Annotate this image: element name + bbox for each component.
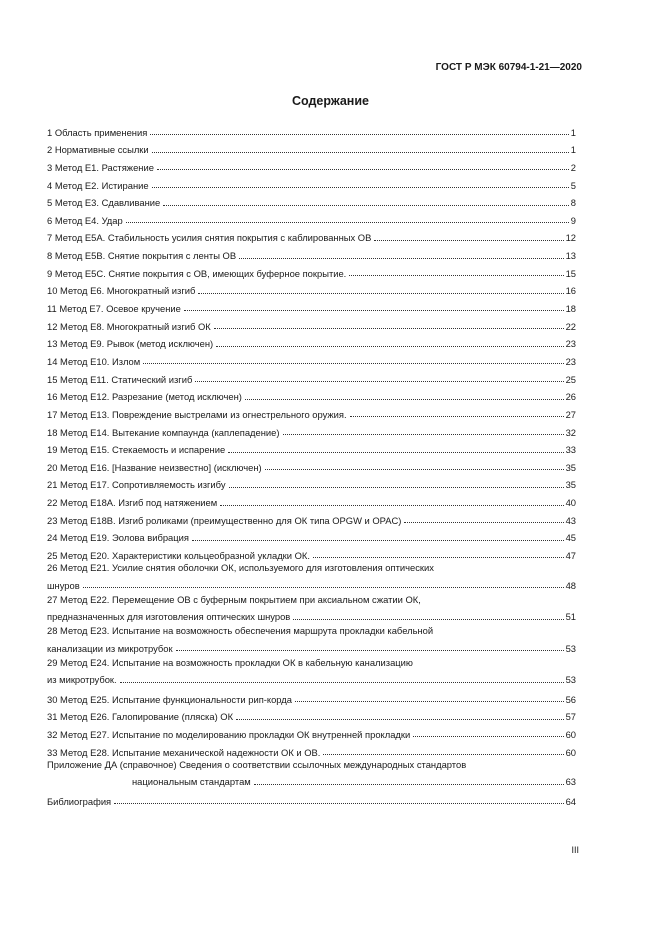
page-number: III <box>571 845 579 855</box>
toc-entry-title: 17 Метод E13. Повреждение выстрелами из огнестрельного оружия. <box>47 408 347 420</box>
toc-entry-title-line1: 26 Метод E21. Усилие снятия оболочки ОК, используемого для изготовления оптических <box>47 562 434 574</box>
dot-leader <box>216 346 563 347</box>
dot-leader <box>283 434 564 435</box>
toc-entry-title-line1: 27 Метод E22. Перемещение ОВ с буферным покрытием при аксиальном сжатии ОК, <box>47 593 421 605</box>
toc-entry-title: 8 Метод E5B. Снятие покрытия с ленты ОВ <box>47 250 237 262</box>
toc-entry-title: 14 Метод E10. Излом <box>47 355 141 367</box>
toc-entry[interactable] <box>47 226 576 244</box>
toc-entry[interactable] <box>47 296 576 314</box>
dot-leader <box>349 275 563 276</box>
dot-leader <box>239 258 563 259</box>
toc-entry-page: 51 <box>565 611 576 623</box>
dot-leader <box>293 619 563 620</box>
dot-leader <box>220 505 563 506</box>
toc-entry-title-line1: Приложение ДА (справочное) Сведения о соответствии ссылочных международных стандартов <box>47 758 467 770</box>
toc-entry[interactable] <box>47 420 576 438</box>
dot-leader <box>83 587 564 588</box>
toc-entry-page: 63 <box>565 776 576 788</box>
toc-entry-title: 2 Нормативные ссылки <box>47 144 149 156</box>
toc-entry-title: 20 Метод E16. [Название неизвестно] (исключен) <box>47 461 262 473</box>
toc-entry-page: 22 <box>565 320 576 332</box>
toc-entry-page: 33 <box>565 444 576 456</box>
toc-entry-title: 22 Метод E18A. Изгиб под натяжением <box>47 497 218 509</box>
toc-entry-title: 30 Метод E25. Испытание функциональности рип-корда <box>47 693 292 705</box>
toc-entry-title: 4 Метод E2. Истирание <box>47 179 149 191</box>
toc-entry[interactable] <box>47 594 576 624</box>
toc-entry-title: 32 Метод E27. Испытание по моделированию прокладки ОК внутренней прокладки <box>47 728 411 740</box>
dot-leader <box>192 540 564 541</box>
dot-leader <box>374 240 563 241</box>
toc-entry-page: 45 <box>565 532 576 544</box>
toc-entry[interactable] <box>47 455 576 473</box>
toc-entry[interactable] <box>47 173 576 191</box>
toc-entry[interactable] <box>47 789 576 807</box>
toc-entry-title: 1 Область применения <box>47 126 148 138</box>
toc-entry-title: 19 Метод E15. Стекаемость и испарение <box>47 444 226 456</box>
toc-entry[interactable] <box>47 279 576 297</box>
toc-entry[interactable] <box>47 402 576 420</box>
toc-entry-page: 32 <box>565 426 576 438</box>
toc-entry-page: 48 <box>565 579 576 591</box>
toc-entry-page: 43 <box>565 514 576 526</box>
toc-entry-page: 25 <box>565 373 576 385</box>
toc-entry[interactable] <box>47 625 576 655</box>
toc-entry-title: 15 Метод E11. Статический изгиб <box>47 373 193 385</box>
dot-leader <box>214 328 564 329</box>
toc-entry[interactable] <box>47 243 576 261</box>
toc-entry-page: 1 <box>570 144 576 156</box>
toc-entry-title: 18 Метод E14. Вытекание компаунда (каплепадение) <box>47 426 280 438</box>
toc-entry-page: 27 <box>565 408 576 420</box>
dot-leader <box>143 363 563 364</box>
dot-leader <box>198 293 563 294</box>
dot-leader <box>265 469 564 470</box>
toc-entry-title: 33 Метод E28. Испытание механической надежности ОК и ОВ. <box>47 746 321 758</box>
toc-entry-title: 5 Метод E3. Сдавливание <box>47 197 161 209</box>
toc-entry-title: национальным стандартам <box>132 776 251 788</box>
toc-entry-title-line1: 29 Метод E24. Испытание на возможность прокладки ОК в кабельную канализацию <box>47 656 413 668</box>
toc-entry-page: 15 <box>565 267 576 279</box>
page-title: Содержание <box>291 94 369 108</box>
dot-leader <box>413 736 563 737</box>
toc-entry[interactable] <box>47 562 576 592</box>
toc-entry-page: 9 <box>570 214 576 226</box>
toc-entry-title: Библиография <box>47 795 112 807</box>
document-header: ГОСТ Р МЭК 60794-1-21—2020 <box>435 62 582 73</box>
toc-entry[interactable] <box>47 508 576 526</box>
toc-entry[interactable] <box>47 687 576 705</box>
dot-leader <box>120 682 564 683</box>
toc-entry-page: 60 <box>565 746 576 758</box>
toc-entry[interactable] <box>47 191 576 209</box>
toc-entry-title: 23 Метод E18B. Изгиб роликами (преимущественно для ОК типа OPGW и OPAC) <box>47 514 402 526</box>
toc-entry-page: 26 <box>565 391 576 403</box>
toc-entry-title: 13 Метод E9. Рывок (метод исключен) <box>47 338 214 350</box>
toc-entry[interactable] <box>47 490 576 508</box>
toc-entry-page: 16 <box>565 285 576 297</box>
toc-entry-title: шнуров <box>47 579 80 591</box>
dot-leader <box>176 650 564 651</box>
toc-entry[interactable] <box>47 138 576 156</box>
toc-entry-page: 12 <box>565 232 576 244</box>
toc-entry-title: 21 Метод E17. Сопротивляемость изгибу <box>47 479 226 491</box>
toc-entry-page: 60 <box>565 728 576 740</box>
dot-leader <box>236 719 564 720</box>
dot-leader <box>152 187 569 188</box>
dot-leader <box>323 754 563 755</box>
toc-entry-title: предназначенных для изготовления оптических шнуров <box>47 611 291 623</box>
toc-entry[interactable] <box>47 367 576 385</box>
toc-entry-title: 9 Метод E5C. Снятие покрытия с ОВ, имеющих буферное покрытие. <box>47 267 347 279</box>
dot-leader <box>150 134 568 135</box>
toc-entry[interactable] <box>47 314 576 332</box>
toc-entry-page: 8 <box>570 197 576 209</box>
toc-entry-title: 31 Метод E26. Галопирование (пляска) ОК <box>47 711 234 723</box>
dot-leader <box>404 522 563 523</box>
toc-entry-title: 7 Метод E5A. Стабильность усилия снятия покрытия с каблированных ОВ <box>47 232 372 244</box>
toc-entry-page: 56 <box>565 693 576 705</box>
toc-entry[interactable] <box>47 543 576 561</box>
table-of-contents <box>47 120 576 807</box>
toc-entry-page: 35 <box>565 461 576 473</box>
toc-entry-title: 25 Метод E20. Характеристики кольцеобразной укладки ОК. <box>47 550 310 562</box>
toc-entry-page: 18 <box>565 303 576 315</box>
toc-entry-title: 3 Метод E1. Растяжение <box>47 161 154 173</box>
toc-entry[interactable] <box>47 261 576 279</box>
dot-leader <box>228 452 563 453</box>
toc-entry-page: 23 <box>565 355 576 367</box>
toc-entry-title: из микротрубок. <box>47 674 117 686</box>
dot-leader <box>350 416 564 417</box>
dot-leader <box>163 205 569 206</box>
toc-entry[interactable] <box>47 120 576 138</box>
toc-entry-page: 23 <box>565 338 576 350</box>
toc-entry[interactable] <box>47 705 576 723</box>
dot-leader <box>126 222 569 223</box>
toc-entry-page: 64 <box>565 795 576 807</box>
toc-entry-title: 16 Метод E12. Разрезание (метод исключен) <box>47 391 242 403</box>
dot-leader <box>157 169 569 170</box>
toc-entry[interactable] <box>47 722 576 740</box>
toc-entry-page: 2 <box>570 161 576 173</box>
dot-leader <box>229 487 564 488</box>
toc-entry-title: 6 Метод E4. Удар <box>47 214 123 226</box>
toc-entry[interactable] <box>47 385 576 403</box>
dot-leader <box>184 310 564 311</box>
toc-entry[interactable] <box>47 332 576 350</box>
toc-entry-title: канализации из микротрубок <box>47 642 173 654</box>
toc-entry[interactable] <box>47 759 576 789</box>
toc-entry[interactable] <box>47 657 576 687</box>
dot-leader <box>254 784 564 785</box>
dot-leader <box>245 399 564 400</box>
toc-entry-page: 1 <box>570 126 576 138</box>
dot-leader <box>295 701 564 702</box>
dot-leader <box>195 381 563 382</box>
toc-entry[interactable] <box>47 473 576 491</box>
toc-entry-page: 35 <box>565 479 576 491</box>
toc-entry[interactable] <box>47 349 576 367</box>
dot-leader <box>152 152 569 153</box>
toc-entry[interactable] <box>47 526 576 544</box>
toc-entry-title: 10 Метод E6. Многократный изгиб <box>47 285 196 297</box>
toc-entry-page: 5 <box>570 179 576 191</box>
toc-entry[interactable] <box>47 438 576 456</box>
toc-entry[interactable] <box>47 740 576 758</box>
toc-entry-page: 53 <box>565 642 576 654</box>
toc-entry-page: 13 <box>565 250 576 262</box>
toc-entry-title: 11 Метод E7. Осевое кручение <box>47 303 181 315</box>
toc-entry-title-line1: 28 Метод E23. Испытание на возможность обеспечения маршрута прокладки кабельной <box>47 625 434 637</box>
toc-entry-page: 53 <box>565 674 576 686</box>
toc-entry-title: 12 Метод E8. Многократный изгиб ОК <box>47 320 211 332</box>
dot-leader <box>114 803 563 804</box>
toc-entry-page: 57 <box>565 711 576 723</box>
dot-leader <box>313 557 564 558</box>
toc-entry-title: 24 Метод E19. Эолова вибрация <box>47 532 189 544</box>
toc-entry-page: 40 <box>565 497 576 509</box>
toc-entry[interactable] <box>47 155 576 173</box>
toc-entry[interactable] <box>47 208 576 226</box>
toc-entry-page: 47 <box>565 550 576 562</box>
